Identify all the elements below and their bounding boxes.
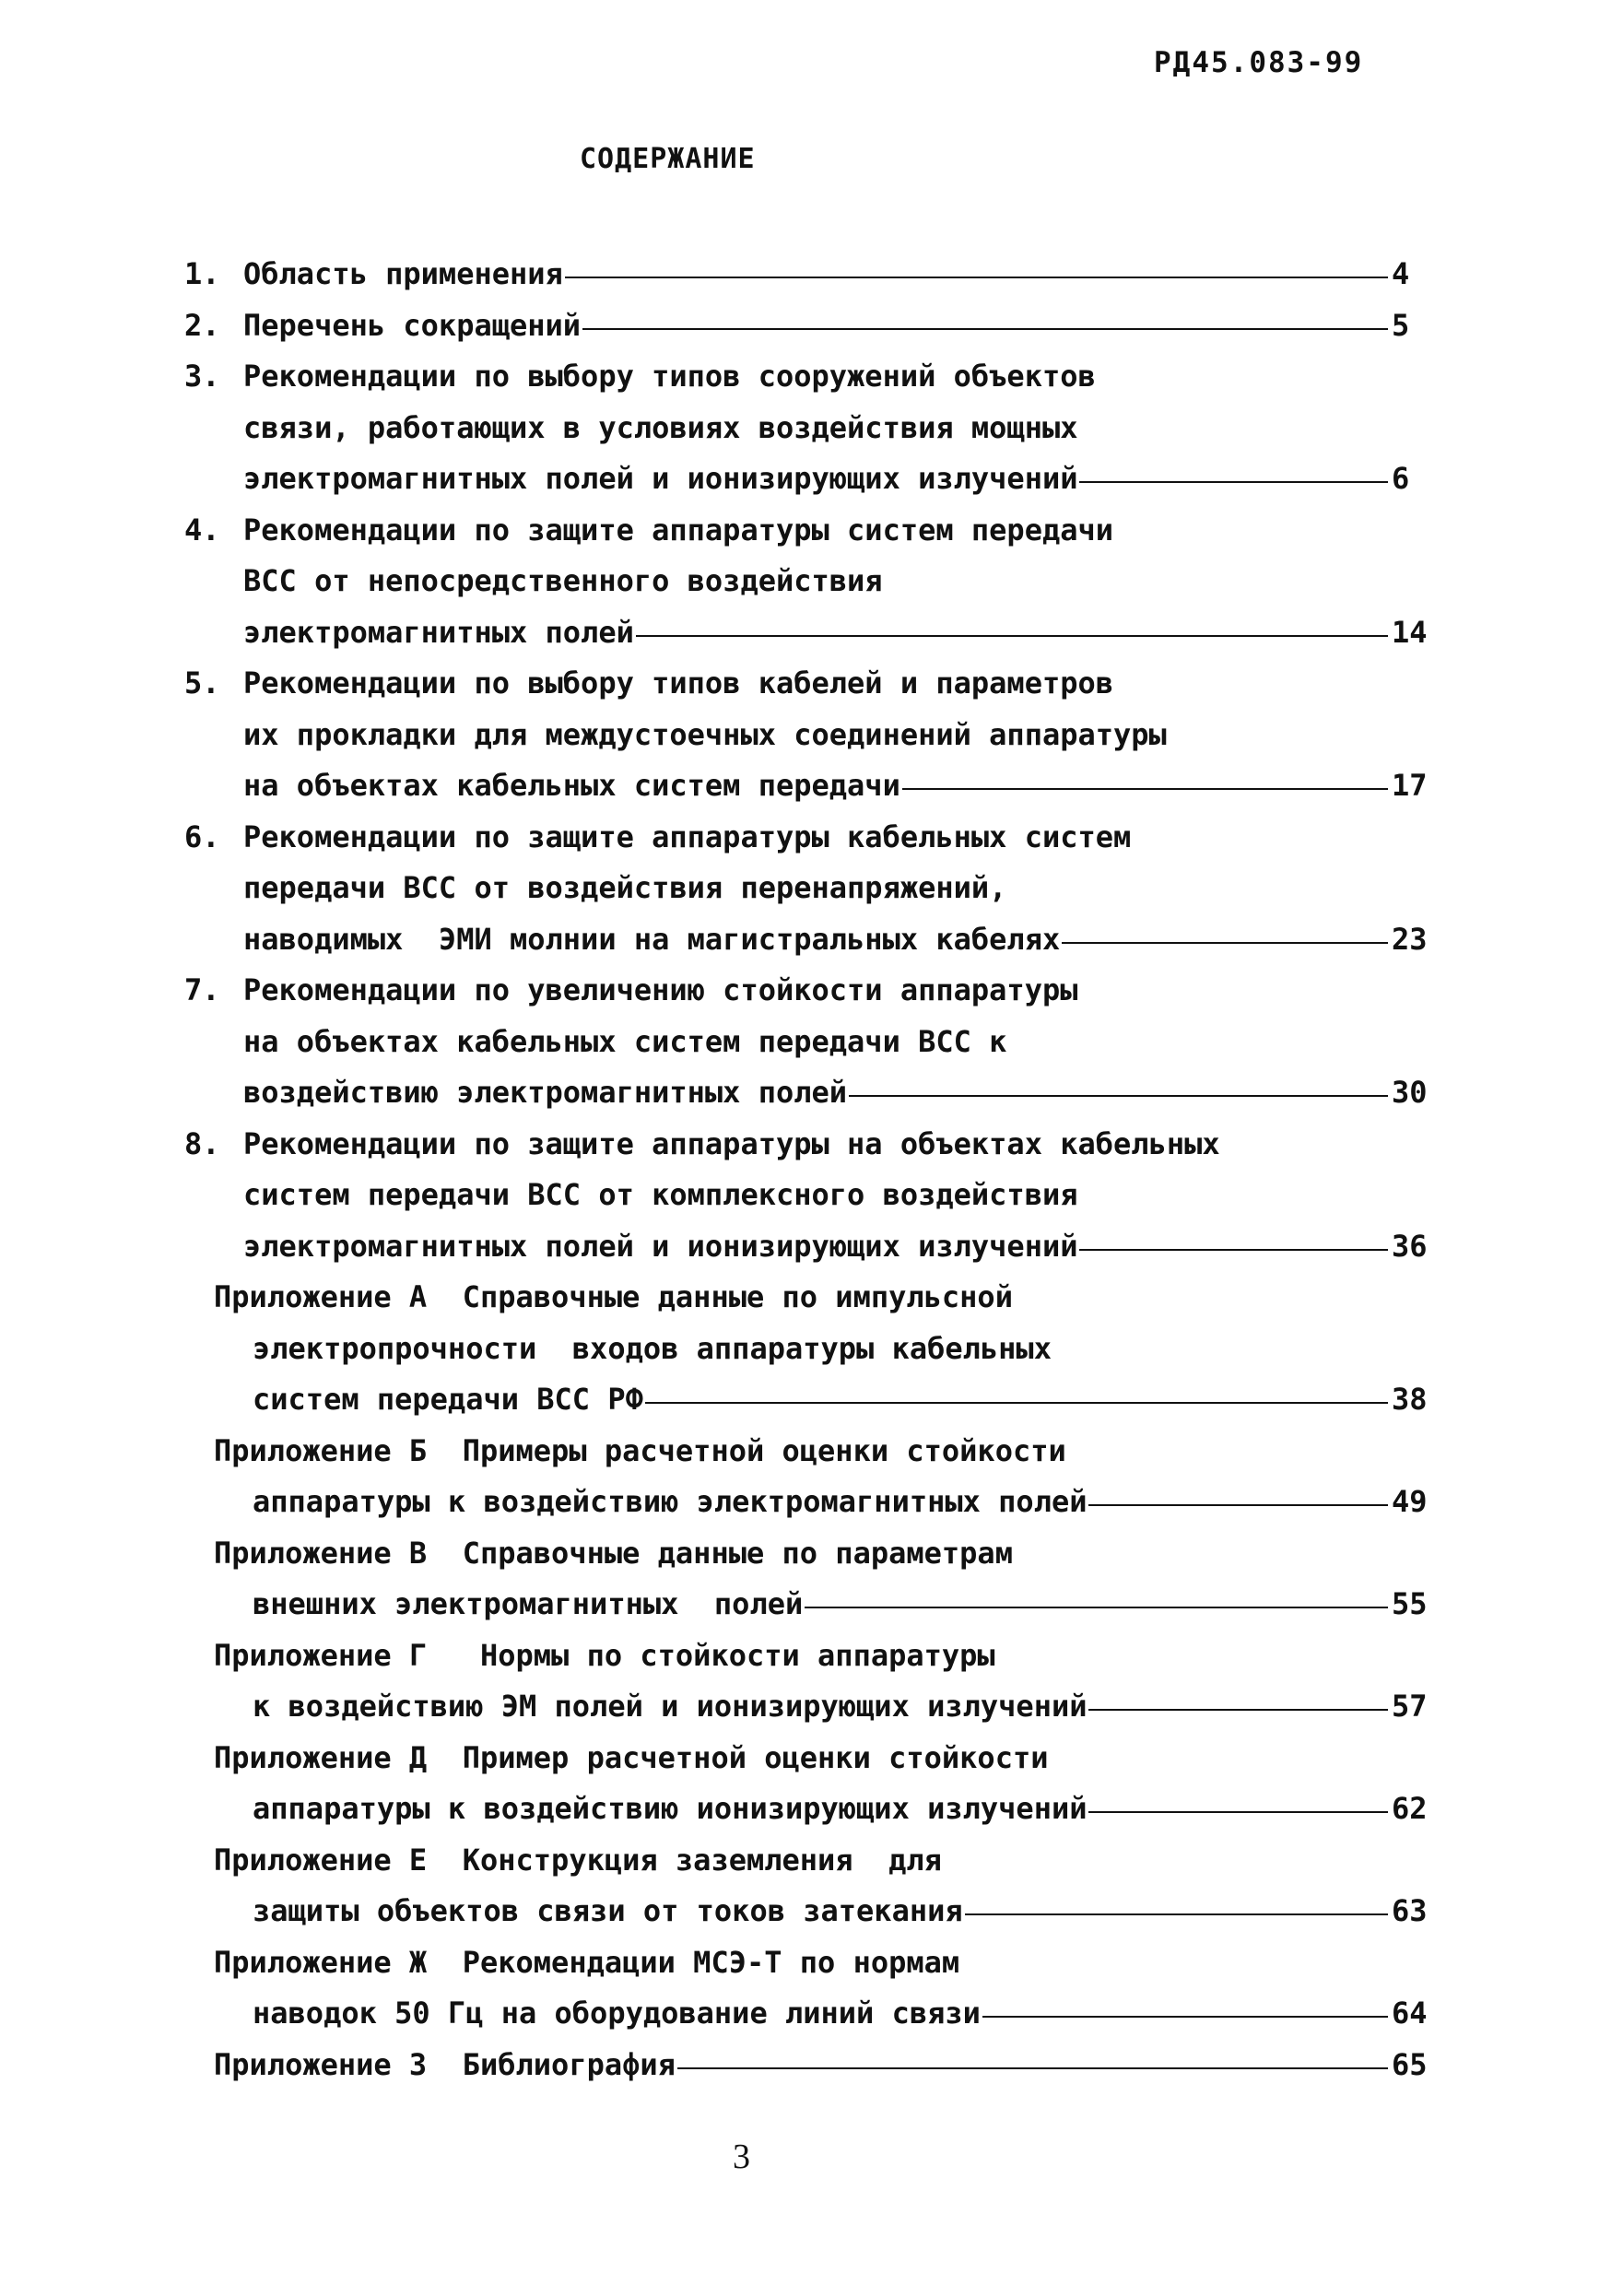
toc-page-number: 55 [1392,1586,1428,1621]
toc-entry-text: их прокладки для междустоечных соединений аппаратуры [243,716,1167,752]
toc-page-number: 6 [1392,461,1410,496]
toc-page-number: 30 [1392,1075,1428,1110]
toc-appendix-a[interactable] [184,1272,1429,1426]
toc-entry-text: воздействию электромагнитных полей [243,1075,848,1110]
toc-entry-text: систем передачи ВСС РФ [253,1382,643,1417]
document-code: РД45.083-99 [1154,46,1364,79]
toc-entry-number: 1. [184,256,220,291]
toc-entry-8[interactable] [184,1119,1429,1273]
toc-page-number: 65 [1392,2046,1428,2082]
dot-leader [849,1067,1388,1097]
toc-entry-number: 4. [184,512,220,548]
toc-entry-2[interactable] [184,300,1429,352]
toc-page-number: 62 [1392,1791,1428,1826]
toc-entry-text: Область применения [243,256,563,291]
toc-entry-text: электромагнитных полей [243,614,634,650]
toc-entry-text: ВСС от непосредственного воздействия [243,563,883,598]
toc-page-number: 63 [1392,1893,1428,1928]
toc-entry-text: электропрочности входов аппаратуры кабельных [253,1330,1052,1366]
toc-entry-text: защиты объектов связи от токов затекания [253,1893,963,1928]
toc-page-number: 49 [1392,1484,1428,1519]
toc-entry-text: Рекомендации по защите аппаратуры на объектах кабельных [243,1125,1220,1161]
toc-entry-text: наводимых ЭМИ молнии на магистральных кабелях [243,921,1061,957]
toc-entry-5[interactable] [184,658,1429,812]
dot-leader [582,300,1388,330]
toc-entry-text: Приложение Б Примеры расчетной оценки стойкости [214,1432,1066,1468]
dot-leader [565,249,1388,278]
toc-entry-3[interactable] [184,351,1429,505]
toc-page-number: 14 [1392,614,1428,650]
toc-entry-text: Приложение Ж Рекомендации МСЭ-Т по нормам [214,1944,960,1980]
toc-appendix-b[interactable] [184,1426,1429,1528]
dot-leader [1088,1681,1388,1711]
dot-leader [805,1579,1388,1608]
toc-entry-text: к воздействию ЭМ полей и ионизирующих излучений [253,1689,1088,1724]
toc-entry-text: Приложение З Библиография [214,2046,676,2082]
toc-page-number: 64 [1392,1996,1428,2031]
toc-page-number: 23 [1392,921,1428,957]
toc-appendix-g[interactable] [184,1631,1429,1733]
toc-entry-text: электромагнитных полей и ионизирующих излучений [243,1228,1078,1264]
page-title: СОДЕРЖАНИЕ [580,143,756,175]
toc-entry-text: Рекомендации по защите аппаратуры кабельных систем [243,818,1132,854]
toc-appendix-v[interactable] [184,1528,1429,1631]
toc-entry-1[interactable] [184,249,1429,300]
dot-leader [1079,1221,1388,1251]
dot-leader [1062,914,1388,944]
toc-entry-text: внешних электромагнитных полей [253,1586,804,1621]
toc-appendix-z[interactable] [184,2040,1429,2091]
toc-entry-number: 5. [184,665,220,701]
toc-entry-number: 6. [184,818,220,854]
toc-entry-text: Приложение Д Пример расчетной оценки стойкости [214,1739,1049,1775]
dot-leader [645,1374,1388,1404]
toc-entry-number: 3. [184,359,220,394]
toc-page-number: 5 [1392,307,1410,343]
toc-page-number: 17 [1392,768,1428,803]
toc-entry-number: 2. [184,307,220,343]
toc-entry-text: Приложение Г Нормы по стойкости аппаратуры [214,1637,995,1673]
toc-entry-text: связи, работающих в условиях воздействия мощных [243,409,1078,445]
toc-entry-number: 8. [184,1125,220,1161]
toc-entry-text: Приложение А Справочные данные по импульсной [214,1279,1013,1314]
toc-entry-text: передачи ВСС от воздействия перенапряжений, [243,870,1007,905]
toc-entry-text: Рекомендации по выбору типов кабелей и параметров [243,665,1114,701]
dot-leader [636,607,1388,637]
toc-appendix-d[interactable] [184,1733,1429,1835]
toc-page-number: 38 [1392,1382,1428,1417]
toc-entry-text: систем передачи ВСС от комплексного воздействия [243,1177,1078,1212]
dot-leader [1088,1477,1388,1506]
toc-entry-text: аппаратуры к воздействию электромагнитных полей [253,1484,1088,1519]
page-number: 3 [733,2137,750,2176]
toc-entry-text: на объектах кабельных систем передачи ВСС к [243,1023,1007,1059]
toc-entry-text: наводок 50 Гц на оборудование линий связи [253,1996,981,2031]
toc-page-number: 57 [1392,1689,1428,1724]
toc-entry-text: на объектах кабельных систем передачи [243,768,900,803]
toc-page-number: 36 [1392,1228,1428,1264]
toc-appendix-e[interactable] [184,1835,1429,1937]
toc-entry-text: Приложение Е Конструкция заземления для [214,1842,942,1878]
dot-leader [677,2040,1388,2069]
dot-leader [982,1988,1388,2018]
toc-entry-text: Рекомендации по защите аппаратуры систем передачи [243,512,1114,548]
dot-leader [902,760,1388,790]
toc-entry-6[interactable] [184,812,1429,966]
toc-entry-4[interactable] [184,505,1429,659]
toc-entry-text: аппаратуры к воздействию ионизирующих излучений [253,1791,1088,1826]
toc-entry-text: Рекомендации по выбору типов сооружений объектов [243,359,1096,394]
dot-leader [1079,453,1388,483]
toc-entry-text: Перечень сокращений [243,307,582,343]
dot-leader [1088,1784,1388,1813]
toc-entry-number: 7. [184,972,220,1007]
toc-appendix-zh[interactable] [184,1937,1429,2040]
toc-entry-7[interactable] [184,965,1429,1119]
toc-page-number: 4 [1392,256,1410,291]
table-of-contents [184,249,1429,2090]
toc-entry-text: Рекомендации по увеличению стойкости аппаратуры [243,972,1078,1007]
toc-entry-text: электромагнитных полей и ионизирующих излучений [243,461,1078,496]
toc-entry-text: Приложение В Справочные данные по параметрам [214,1535,1013,1571]
dot-leader [965,1886,1388,1915]
